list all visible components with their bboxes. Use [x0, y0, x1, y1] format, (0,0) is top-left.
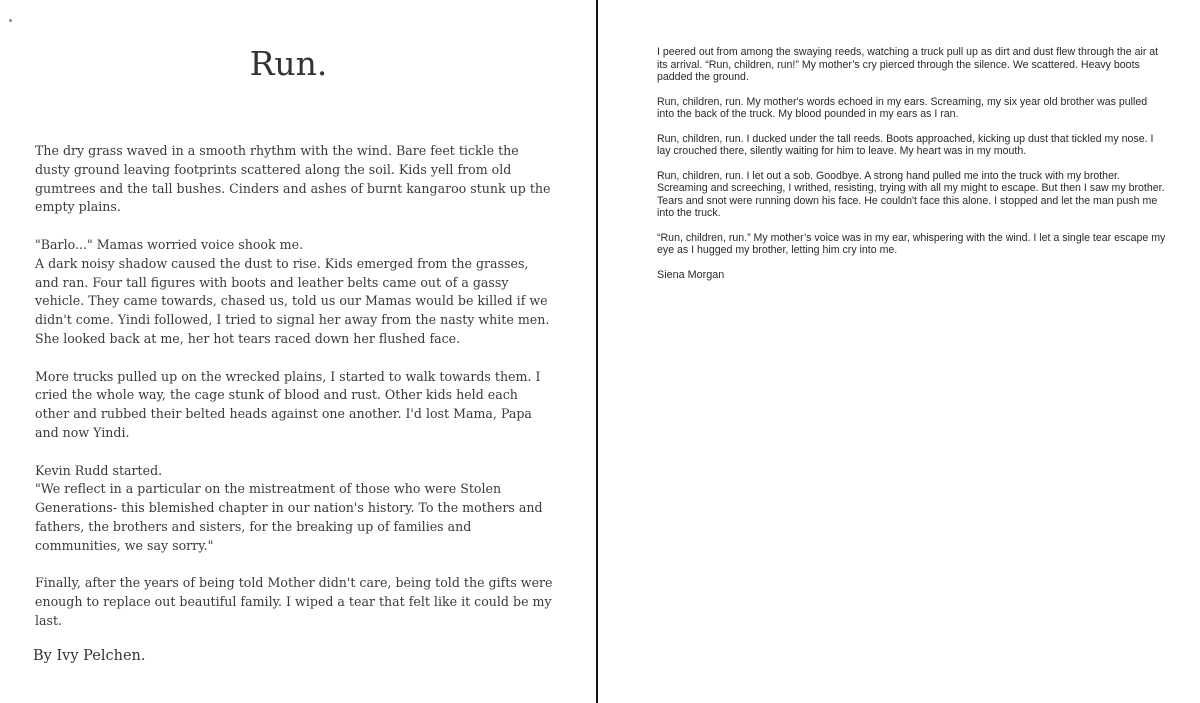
paragraph: Finally, after the years of being told Mother didn't care, being told the gifts were enough to replace out beautiful family. I wiped a tear that felt like it could be my last. [35, 575, 553, 628]
paragraph: Run, children, run. I ducked under the tall reeds. Boots approached, kicking up dust that tickled my nose. I lay crouched there, silently waiting for him to leave. My heart was in my mouth. [657, 132, 1154, 157]
author-name: Siena Morgan [657, 268, 725, 281]
paragraph: I peered out from among the swaying reeds, watching a truck pull up as dirt and dust flew through the air at its arrival. “Run, children, run!” My mother’s cry pierced through the silence. We scattered. Heavy boots padded the ground. [657, 46, 1159, 83]
left-story-body [35, 142, 555, 650]
paragraph: Run, children, run. I let out a sob. Goodbye. A strong hand pulled me into the truck with my brother. Screaming and screeching, I writhed, resisting, trying with all my might to escape. But then I saw my brother. Tears and snot were running down his face. He couldn't face this alone. I stopped and let the man push me into the truck. [657, 169, 1165, 219]
paragraph: A dark noisy shadow caused the dust to rise. Kids emerged from the grasses, and ran. Four tall figures with boots and leather belts came out of a gassy vehicle. They came towards, chased us, told us our Mamas would be killed if we didn't come. Yindi followed, I tried to signal her away from the nasty white men. She looked back at me, her hot tears raced down her flushed face. [35, 255, 550, 346]
paragraph: The dry grass waved in a smooth rhythm with the wind. Bare feet tickle the dusty ground leaving footprints scattered along the soil. Kids yell from old gumtrees and the tall bushes. Cinders and ashes of burnt kangaroo stunk up the empty plains. [35, 143, 551, 215]
paragraph: Run, children, run. My mother's words echoed in my ears. Screaming, my six year old brother was pulled into the back of the truck. My blood pounded in my ears as I ran. [657, 95, 1148, 120]
byline: By Ivy Pelchen. [33, 648, 146, 664]
story-title: Run. [249, 44, 328, 83]
right-story-body [657, 46, 1167, 293]
paragraph: “Run, children, run.” My mother’s voice was in my ear, whispering with the wind. I let a single tear escape my eye as I hugged my brother, letting him cry into me. [657, 231, 1166, 256]
paragraph: "Barlo..." Mamas worried voice shook me. [35, 236, 304, 252]
right-page [598, 0, 1200, 703]
left-page [0, 0, 597, 703]
paragraph: More trucks pulled up on the wrecked plains, I started to walk towards them. I cried the whole way, the cage stunk of blood and rust. Other kids held each other and rubbed their belted heads against one another. I'd lost Mama, Papa and now Yindi. [35, 368, 541, 440]
paragraph: "We reflect in a particular on the mistreatment of those who were Stolen Generations- this blemished chapter in our nation's history. To the mothers and fathers, the brothers and sisters, for the breaking up of families and communities, we say sorry." [35, 481, 543, 553]
paragraph: Kevin Rudd started. [35, 462, 163, 478]
